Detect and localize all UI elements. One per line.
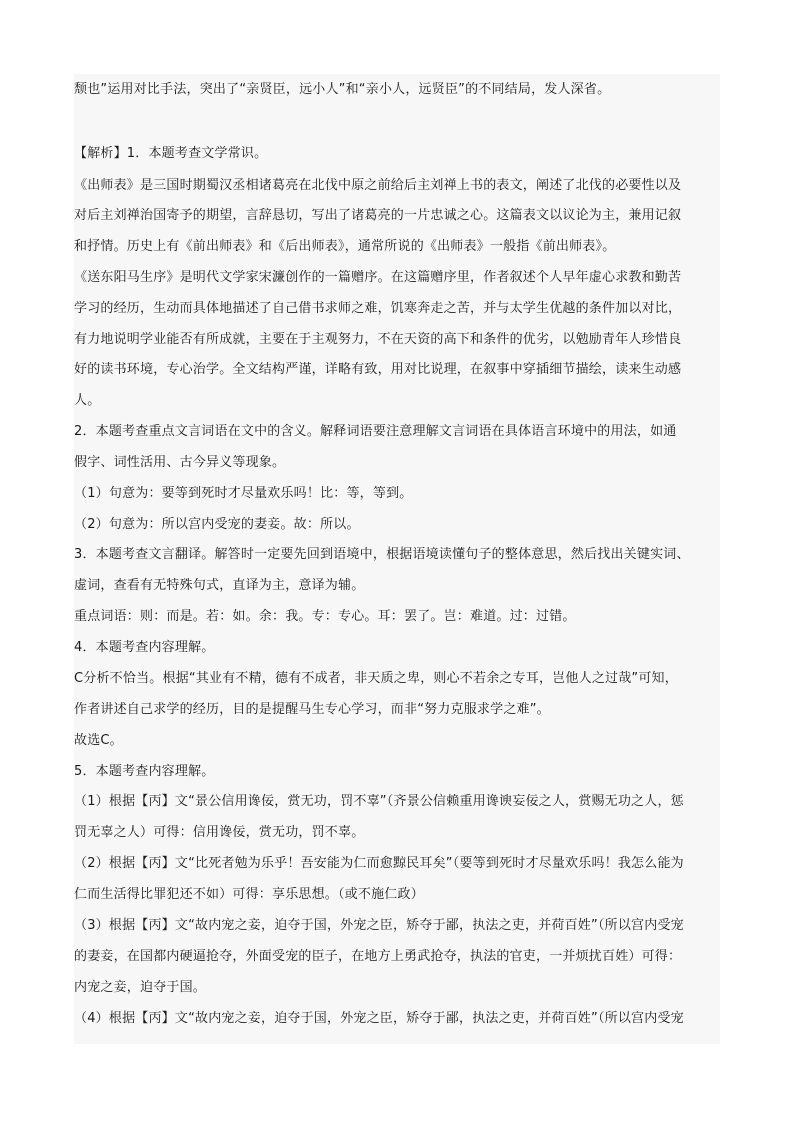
text-line: （1）句意为：要等到死时才尽量欢乐吗！比：等，等到。 [74,486,413,501]
text-line: 人。 [74,393,101,408]
text-line: （2）句意为：所以宫内受宠的妻妾。故：所以。 [74,517,360,532]
text-line: 内宠之妾，迫夺于国。 [74,980,207,995]
text-line: 2．本题考查重点文言词语在文中的含义。解释词语要注意理解文言词语在具体语言环境中的用法，如通 [74,424,677,439]
text-line: （1）根据【丙】文“景公信用谗佞，赏无功，罚不辜”（齐景公信赖重用谗谀妄佞之人，赏赐无功之人，惩 [74,794,684,809]
text-line: 《送东阳马生序》是明代文学家宋濂创作的一篇赠序。在这篇赠序里，作者叙述个人早年虚心求教和勤苦 [74,270,682,285]
text-line: 仁而生活得比罪犯还不如）可得：享乐思想。（或不施仁政） [74,887,424,902]
text-line: 颓也”运用对比手法，突出了“亲贤臣，远小人”和“亲小人，远贤臣”的不同结局，发人深省。 [74,82,611,97]
text-line: 学习的经历，生动而具体地描述了自己借书求师之难，饥寒奔走之苦，并与太学生优越的条件加以对比， [74,301,682,316]
text-line: 罚无辜之人）可得：信用谗佞，赏无功，罚不辜。 [74,825,365,840]
text-line: 的妻妾，在国都内硬逼抢夺，外面受宠的臣子，在地方上勇武抢夺，执法的官吏，一并烦扰百姓）可得： [74,949,682,964]
text-line: 4．本题考查内容理解。 [74,640,215,655]
text-line: 3．本题考查文言翻译。解答时一定要先回到语境中，根据语境读懂句子的整体意思，然后找出关键实词、 [74,547,690,562]
text-line: 故选C。 [74,733,123,748]
text-line: 和抒情。历史上有《前出师表》和《后出师表》，通常所说的《出师表》一般指《前出师表》。 [74,239,616,254]
text-line: 对后主刘禅治国寄予的期望，言辞恳切，写出了诸葛亮的一片忠诚之心。这篇表文以议论为主，兼用记叙 [74,208,682,223]
text-line: 作者讲述自己求学的经历，目的是提醒马生专心学习，而非“努力克服求学之难”。 [74,702,550,717]
text-line: 重点词语：则：而是。若：如。余：我。专：专心。耳：罢了。岂：难道。过：过错。 [74,609,576,624]
text-line: （4）根据【丙】文“故内宠之妾，迫夺于国，外宠之臣，矫夺于鄙，执法之吏，并荷百姓”（所以宫内受宠 [74,1011,684,1026]
text-line: （3）根据【丙】文“故内宠之妾，迫夺于国，外宠之臣，矫夺于鄙，执法之吏，并荷百姓”（所以宫内受宠 [74,918,684,933]
text-line: 【解析】1．本题考查文学常识。 [74,146,268,161]
text-line: 虚词，查看有无特殊句式，直译为主，意译为辅。 [74,578,365,593]
text-line: 有力地说明学业能否有所成就，主要在于主观努力，不在天资的高下和条件的优劣，以勉励青年人珍惜良 [74,332,682,347]
document-body [74,74,720,1044]
text-line: （2）根据【丙】文“比死者勉为乐乎！吾安能为仁而愈黥民耳矣”（要等到死时才尽量欢乐吗！我怎么能为 [74,856,684,871]
text-line: 假字、词性活用、古今异义等现象。 [74,455,286,470]
text-line: 5．本题考查内容理解。 [74,764,215,779]
text-line: C分析不恰当。根据“其业有不精，德有不成者，非天质之卑，则心不若余之专耳，岂他人之过哉”可知， [74,671,678,686]
text-line: 好的读书环境，专心治学。全文结构严谨，详略有致，用对比说理，在叙事中穿插细节描绘，读来生动感 [74,362,682,377]
text-line: 《出师表》是三国时期蜀汉丞相诸葛亮在北伐中原之前给后主刘禅上书的表文，阐述了北伐的必要性以及 [74,178,682,193]
